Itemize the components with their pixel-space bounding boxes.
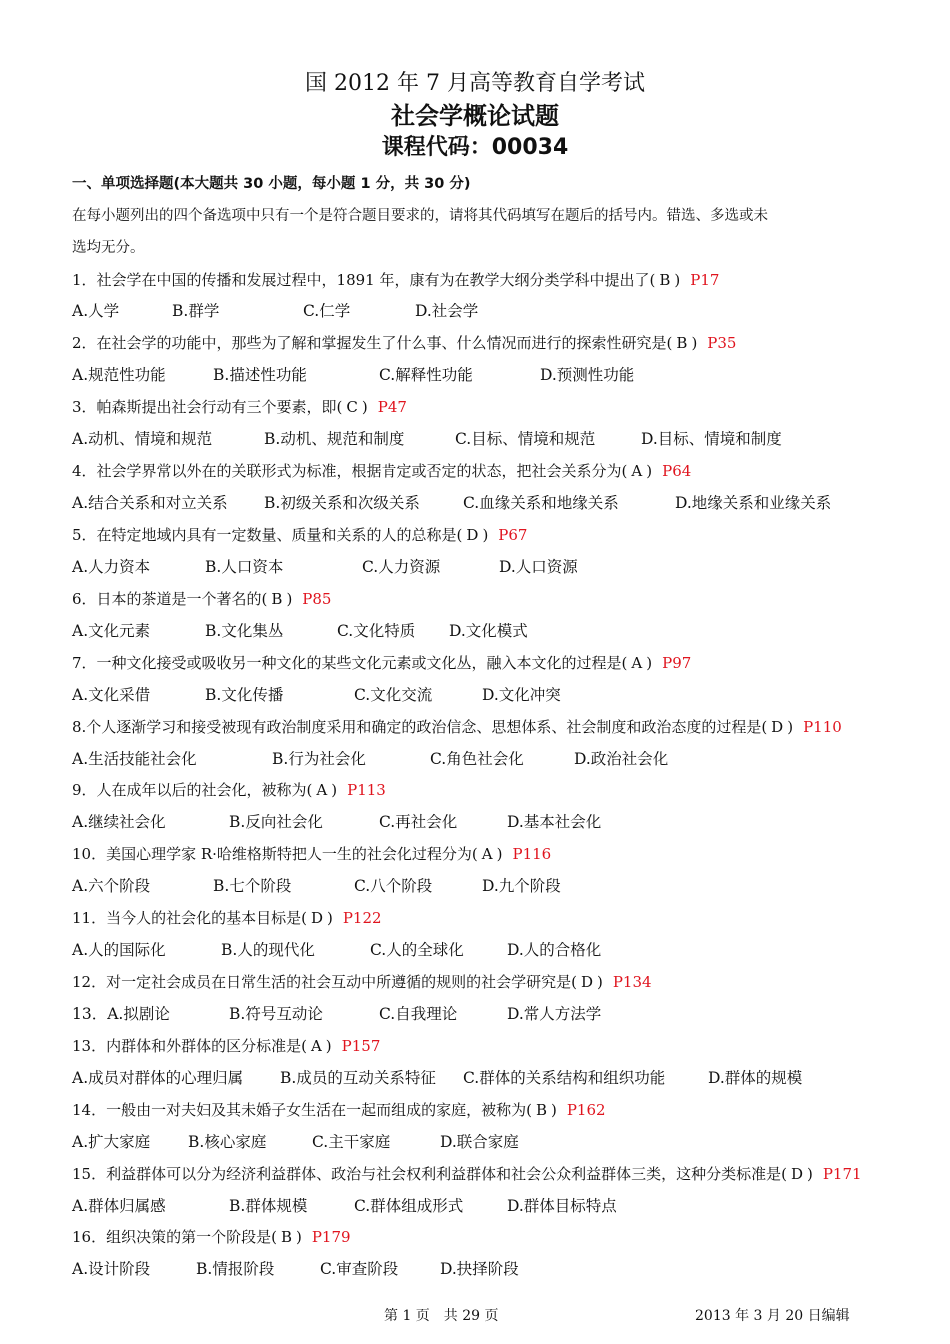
option-c: C.再社会化: [379, 813, 458, 831]
answer-close-paren: ): [806, 1165, 813, 1183]
answer-letter: B: [535, 1101, 547, 1119]
question-1: [72, 270, 719, 290]
option-b: B.初级关系和次级关系: [264, 494, 420, 512]
question-12: [72, 972, 652, 992]
answer-close-paren: ): [361, 398, 368, 416]
option-c: C.自我理论: [379, 1005, 458, 1023]
option-c: C.解释性功能: [379, 366, 473, 384]
instruction-line-1: 在每小题列出的四个备选项中只有一个是符合题目要求的，请将其代码填写在题后的括号内。错选、多选或未: [72, 208, 768, 224]
option-a: A.六个阶段: [72, 877, 151, 895]
option-a: A.群体归属感: [72, 1197, 166, 1215]
option-a: A.设计阶段: [72, 1260, 151, 1278]
answer-letter: D: [580, 973, 593, 991]
option-d: D.联合家庭: [440, 1133, 519, 1151]
question-8: [72, 717, 842, 737]
question-7: [72, 653, 691, 673]
question-stem: 14．一般由一对夫妇及其未婚子女生活在一起而组成的家庭，被称为(: [72, 1101, 532, 1119]
page-reference: P97: [662, 654, 692, 672]
option-b: B.人的现代化: [221, 941, 315, 959]
answer-close-paren: ): [674, 271, 681, 289]
question-9: [72, 780, 386, 800]
answer-letter: B: [280, 1228, 292, 1246]
option-d: D.人口资源: [499, 558, 578, 576]
answer-letter: A: [631, 654, 643, 672]
question-stem: 9．人在成年以后的社会化，被称为(: [72, 781, 313, 799]
page-info: 第 1 页 共 29 页: [384, 1308, 499, 1324]
option-d: D.社会学: [415, 302, 479, 320]
option-c: C.文化特质: [337, 622, 416, 640]
option-d: D.地缘关系和业缘关系: [675, 494, 832, 512]
page-reference: P64: [662, 462, 692, 480]
page-reference: P171: [822, 1165, 862, 1183]
option-c: C.群体的关系结构和组织功能: [463, 1069, 666, 1087]
page-reference: P17: [690, 271, 720, 289]
question-stem: 4．社会学界常以外在的关联形式为标准，根据肯定或否定的状态，把社会关系分为(: [72, 462, 628, 480]
option-b: B.动机、规范和制度: [264, 430, 405, 448]
question-stem: 11．当今人的社会化的基本目标是(: [72, 909, 307, 927]
option-a: A.人的国际化: [72, 941, 166, 959]
option-d: D.预测性功能: [540, 366, 635, 384]
option-b: B.群学: [172, 302, 220, 320]
answer-letter: B: [659, 271, 671, 289]
course-code: 课程代码：00034: [381, 135, 569, 160]
option-a: A.生活技能社会化: [72, 750, 197, 768]
question-13: [72, 1036, 380, 1056]
page-reference: P47: [377, 398, 407, 416]
answer-close-paren: ): [550, 1101, 557, 1119]
option-b: B.核心家庭: [188, 1133, 267, 1151]
answer-close-paren: ): [596, 973, 603, 991]
option-a: A.成员对群体的心理归属: [72, 1069, 244, 1087]
question-10: [72, 844, 551, 864]
option-a: A.结合关系和对立关系: [72, 494, 228, 512]
page-reference: P179: [311, 1228, 351, 1246]
option-c: C.人的全球化: [370, 941, 464, 959]
option-d: D.文化冲突: [482, 686, 561, 704]
option-a: A.人学: [72, 302, 120, 320]
edit-date: 2013 年 3 月 20 日编辑: [695, 1308, 850, 1324]
question-stem: 15．利益群体可以分为经济利益群体、政治与社会权利利益群体和社会公众利益群体三类，这种分类标准是(: [72, 1165, 787, 1183]
section-heading: 一、单项选择题(本大题共 30 小题，每小题 1 分，共 30 分): [72, 176, 471, 192]
option-a: A.人力资本: [72, 558, 151, 576]
answer-letter: A: [310, 1037, 322, 1055]
question-stem: 1．社会学在中国的传播和发展过程中，1891 年，康有为在教学大纲分类学科中提出了(: [72, 271, 656, 289]
question-2: [72, 333, 736, 353]
instruction-line-2: 选均无分。: [72, 240, 145, 256]
question-stem: 6．日本的茶道是一个著名的(: [72, 590, 268, 608]
option-b: B.文化传播: [205, 686, 284, 704]
answer-close-paren: ): [646, 462, 653, 480]
option-c: C.群体组成形式: [354, 1197, 464, 1215]
question-5: [72, 525, 527, 545]
page-reference: P157: [341, 1037, 381, 1055]
option-b: B.反向社会化: [229, 813, 323, 831]
option-c: C.人力资源: [362, 558, 441, 576]
option-a: A.继续社会化: [72, 813, 166, 831]
answer-letter: D: [771, 718, 784, 736]
page-reference: P67: [498, 526, 528, 544]
page-reference: P113: [347, 781, 386, 799]
option-c: C.目标、情境和规范: [455, 430, 596, 448]
answer-close-paren: ): [482, 526, 489, 544]
answer-close-paren: ): [691, 334, 698, 352]
option-b: B.人口资本: [205, 558, 284, 576]
answer-close-paren: ): [331, 781, 338, 799]
option-c: C.仁学: [303, 302, 351, 320]
option-d: D.抉择阶段: [440, 1260, 519, 1278]
question-stem: 13．内群体和外群体的区分标准是(: [72, 1037, 307, 1055]
question-6: [72, 589, 331, 609]
option-c: C.文化交流: [354, 686, 433, 704]
exam-title: 国 2012 年 7 月高等教育自学考试: [305, 71, 645, 96]
question-15: [72, 1164, 862, 1184]
answer-letter: A: [316, 781, 328, 799]
question-16: [72, 1227, 351, 1247]
option-b: B.七个阶段: [213, 877, 292, 895]
answer-letter: A: [631, 462, 643, 480]
exam-subject: 社会学概论试题: [391, 102, 559, 130]
question-11: [72, 908, 382, 928]
option-c: C.主干家庭: [312, 1133, 391, 1151]
answer-letter: D: [310, 909, 323, 927]
option-d: D.人的合格化: [507, 941, 602, 959]
option-b: B.文化集丛: [205, 622, 284, 640]
question-4: [72, 461, 691, 481]
option-d: D.基本社会化: [507, 813, 602, 831]
option-b: B.符号互动论: [229, 1005, 323, 1023]
option-d: D.群体的规模: [708, 1069, 803, 1087]
page-reference: P162: [566, 1101, 606, 1119]
answer-close-paren: ): [325, 1037, 332, 1055]
option-d: D.目标、情境和制度: [641, 430, 782, 448]
option-d: D.文化模式: [449, 622, 528, 640]
answer-letter: B: [271, 590, 283, 608]
option-c: C.八个阶段: [354, 877, 433, 895]
page-reference: P110: [803, 718, 842, 736]
answer-close-paren: ): [326, 909, 333, 927]
question-stem: 12．对一定社会成员在日常生活的社会互动中所遵循的规则的社会学研究是(: [72, 973, 577, 991]
option-c: C.血缘关系和地缘关系: [463, 494, 619, 512]
page-reference: P35: [707, 334, 737, 352]
option-d: D.群体目标特点: [507, 1197, 617, 1215]
answer-letter: D: [466, 526, 479, 544]
question-stem: 8.个人逐渐学习和接受被现有政治制度采用和确定的政治信念、思想体系、社会制度和政治态度的过程是(: [72, 718, 768, 736]
question-stem: 10．美国心理学家 R·哈维格斯特把人一生的社会化过程分为(: [72, 845, 478, 863]
answer-letter: C: [346, 398, 358, 416]
option-b: B.描述性功能: [213, 366, 307, 384]
question-stem: 5．在特定地域内具有一定数量、质量和关系的人的总称是(: [72, 526, 463, 544]
option-a: A.文化采借: [72, 686, 151, 704]
option-a: A.规范性功能: [72, 366, 166, 384]
question-stem: 2．在社会学的功能中，那些为了解和掌握发生了什么事、什么情况而进行的探索性研究是(: [72, 334, 673, 352]
page-reference: P134: [612, 973, 652, 991]
option-b: B.情报阶段: [196, 1260, 275, 1278]
question-stem: 3．帕森斯提出社会行动有三个要素，即(: [72, 398, 343, 416]
option-a: A.扩大家庭: [72, 1133, 151, 1151]
page-reference: P122: [342, 909, 382, 927]
option-a: A.文化元素: [72, 622, 151, 640]
answer-close-paren: ): [496, 845, 503, 863]
answer-letter: B: [676, 334, 688, 352]
option-c: C.审查阶段: [320, 1260, 399, 1278]
answer-close-paren: ): [295, 1228, 302, 1246]
option-b: B.行为社会化: [272, 750, 366, 768]
option-d: D.九个阶段: [482, 877, 561, 895]
option-a: A.动机、情境和规范: [72, 430, 213, 448]
question-14: [72, 1100, 606, 1120]
question-stem: 7．一种文化接受或吸收另一种文化的某些文化元素或文化丛，融入本文化的过程是(: [72, 654, 628, 672]
answer-close-paren: ): [286, 590, 293, 608]
answer-letter: D: [790, 1165, 803, 1183]
answer-close-paren: ): [646, 654, 653, 672]
page-reference: P85: [302, 590, 332, 608]
page-reference: P116: [512, 845, 552, 863]
option-d: D.政治社会化: [574, 750, 669, 768]
option-c: C.角色社会化: [430, 750, 524, 768]
question-3: [72, 397, 407, 417]
option-a: 13．A.拟剧论: [72, 1005, 170, 1023]
option-b: B.成员的互动关系特征: [280, 1069, 436, 1087]
answer-letter: A: [481, 845, 493, 863]
option-b: B.群体规模: [229, 1197, 308, 1215]
option-d: D.常人方法学: [507, 1005, 602, 1023]
question-stem: 16．组织决策的第一个阶段是(: [72, 1228, 277, 1246]
answer-close-paren: ): [787, 718, 794, 736]
